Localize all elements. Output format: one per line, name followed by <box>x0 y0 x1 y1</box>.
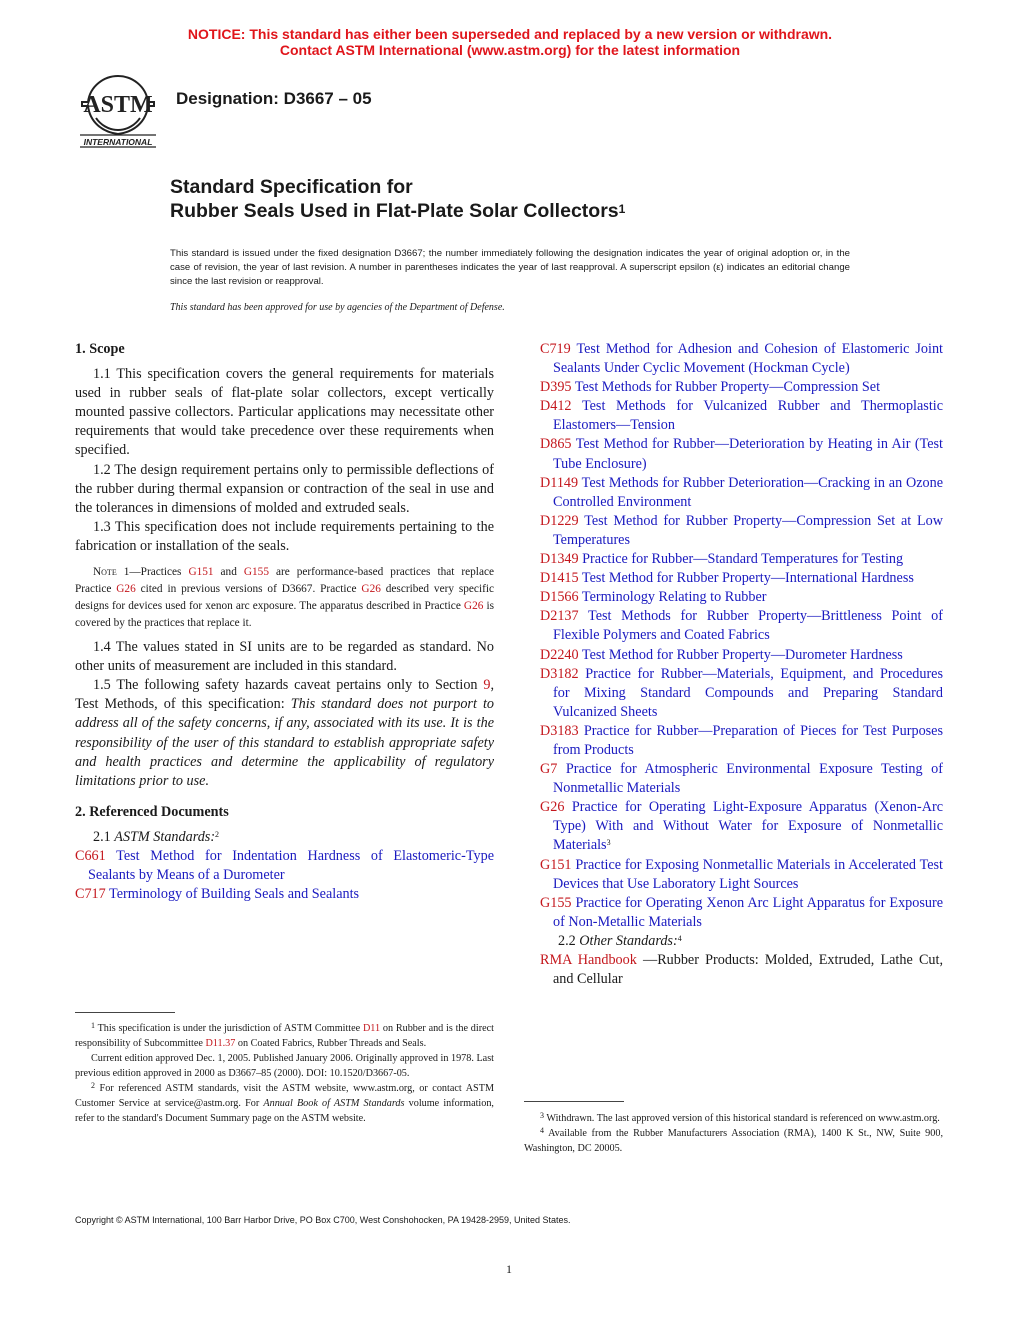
link-d11-37[interactable]: D11.37 <box>205 1038 236 1049</box>
copyright: Copyright © ASTM International, 100 Barr Harbor Drive, PO Box C700, West Conshohocken, PA 19428-2959, United States. <box>75 1215 571 1225</box>
ref-id[interactable]: D2137 <box>540 608 579 625</box>
logo-subtext: INTERNATIONAL <box>83 137 153 147</box>
fn-text: For referenced ASTM standards, visit the ASTM website, www.astm.org, or contact ASTM Customer Service at service@astm.org. For <box>75 1083 494 1109</box>
ref-title[interactable]: Practice for Operating Light-Exposure Apparatus (Xenon-Arc Type) With and Without Water for Exposure of Nonmetallic Materials <box>553 799 944 854</box>
sub-label: Other Standards: <box>579 932 678 949</box>
ref-item[interactable] <box>540 665 943 722</box>
link-g155[interactable]: G155 <box>243 566 269 579</box>
p15-text: , Test Methods, of this specification: <box>75 677 494 713</box>
ref-id[interactable]: D395 <box>540 379 572 396</box>
title-footnote-marker: 1 <box>618 202 626 216</box>
ref-item[interactable] <box>75 847 494 885</box>
scope-paragraph-1-2: 1.2 The design requirement pertains only to permissible deflections of the rubber during thermal expansion or contraction of the seal in use and the tolerances in dimensions of molded and extruded seals. <box>75 461 494 516</box>
ref-id[interactable]: D1229 <box>540 512 579 529</box>
ref-item[interactable] <box>540 646 943 665</box>
note-label: Note 1 <box>93 566 130 579</box>
fn-text: This specification is under the jurisdiction of ASTM Committee <box>95 1023 363 1034</box>
ref-id[interactable]: D1415 <box>540 570 579 587</box>
footnote-marker: 3 <box>606 838 611 848</box>
ref-id[interactable]: G7 <box>540 761 558 778</box>
ref-id[interactable]: D3182 <box>540 665 579 682</box>
ref-title[interactable]: Practice for Rubber—Materials, Equipment, and Procedures for Mixing Standard Compounds and Preparing Standard Vulcanized Sheets <box>553 665 943 720</box>
document-title <box>170 175 625 223</box>
title-line-2-text: Rubber Seals Used in Flat-Plate Solar Collectors <box>170 200 619 222</box>
sub-label: ASTM Standards: <box>114 828 216 845</box>
footnote-marker: 1 <box>91 1021 95 1030</box>
link-d11[interactable]: D11 <box>362 1023 381 1034</box>
scope-paragraph-1-3: 1.3 This specification does not include requirements pertaining to the fabrication or installation of the seals. <box>75 518 494 554</box>
other-standards-subheading <box>540 932 943 951</box>
ref-title[interactable]: Test Method for Rubber Property—Durometer Hardness <box>581 646 903 663</box>
scope-paragraph-1-5 <box>75 676 494 791</box>
rma-handbook-link[interactable]: RMA Handbook <box>540 952 637 968</box>
note-text: and <box>213 566 244 579</box>
ref-id[interactable]: D1349 <box>540 551 579 568</box>
ref-title[interactable]: Practice for Atmospheric Environmental Exposure Testing of Nonmetallic Materials <box>553 761 943 797</box>
p15-text: 1.5 The following safety hazards caveat pertains only to Section <box>93 677 484 694</box>
ref-item[interactable] <box>540 607 943 645</box>
link-g26[interactable]: G26 <box>463 600 484 613</box>
page-number: 1 <box>506 1262 512 1276</box>
intro-paragraph: This standard is issued under the fixed designation D3667; the number immediately following the designation indicates the year of original adoption or, in the case of revision, the year of last revision. A number in parentheses indicates the year of last reapproval. A superscript epsilon (ε) indicates an editorial change since the last revision or reapproval. <box>170 248 850 287</box>
designation: Designation: D3667 – 05 <box>176 89 372 108</box>
ref-title[interactable]: Test Method for Rubber Property—Compression Set at Low Temperatures <box>553 512 943 548</box>
right-footnotes <box>524 1111 943 1156</box>
logo-text: ASTM <box>83 92 153 118</box>
left-column <box>75 340 494 904</box>
ref-id[interactable]: D1149 <box>540 474 579 491</box>
safety-caveat: This standard does not purport to address all of the safety concerns, if any, associated with its use. It is the responsibility of the user of this standard to establish appropriate safety and health practices and determine the applicability of regulatory limitations prior to use. <box>75 696 494 789</box>
note-text: are performance-based practices that replace Practice <box>75 566 494 596</box>
ref-id[interactable]: D3183 <box>540 722 579 739</box>
ref-title[interactable]: Terminology Relating to Rubber <box>581 589 767 606</box>
fn-text: volume information, refer to the standard's Document Summary page on the ASTM website. <box>75 1098 494 1124</box>
note-text: described very specific designs for devices used for xenon arc exposure. The apparatus described in Practice <box>75 583 495 613</box>
left-footnotes <box>75 1021 494 1126</box>
ref-id[interactable]: C717 <box>75 886 106 903</box>
fn-text: on Rubber and is the direct responsibility of Subcommittee <box>75 1023 494 1049</box>
ref-title[interactable]: Practice for Exposing Nonmetallic Materials in Accelerated Test Devices that Use Laboratory Light Sources <box>553 856 944 892</box>
note-text: cited in previous versions of D3667. Practice <box>135 583 362 596</box>
ref-title[interactable]: Test Method for Indentation Hardness of Elastomeric-Type Sealants by Means of a Durometer <box>88 847 494 884</box>
notice-line-2: Contact ASTM International (www.astm.org) for the latest information <box>279 42 741 58</box>
note-1 <box>75 564 494 632</box>
footnote-marker: 2 <box>215 829 220 839</box>
footnote-divider <box>524 1101 624 1102</box>
ref-item[interactable] <box>540 569 943 588</box>
fn-text: on Coated Fabrics, Rubber Threads and Seals. <box>235 1038 427 1049</box>
section-heading-referenced-documents: 2. Referenced Documents <box>75 803 229 820</box>
footnote-divider <box>75 1012 175 1013</box>
ref-title[interactable]: Test Methods for Rubber Property—Compression Set <box>574 379 881 396</box>
link-g26[interactable]: G26 <box>116 583 136 596</box>
scope-paragraph-1-4: 1.4 The values stated in SI units are to be regarded as standard. No other units of measurement are included in this standard. <box>75 639 494 675</box>
ref-id[interactable]: D1566 <box>540 589 579 606</box>
ref-id[interactable]: D2240 <box>540 646 579 663</box>
link-g26[interactable]: G26 <box>361 583 381 596</box>
ref-item[interactable] <box>540 894 943 932</box>
ref-item[interactable] <box>540 474 943 512</box>
sub-number: 2.1 <box>93 828 115 845</box>
ref-id[interactable]: C661 <box>75 847 106 864</box>
ref-id[interactable]: D412 <box>540 398 572 415</box>
footnote-4 <box>524 1126 943 1156</box>
ref-item[interactable] <box>540 856 943 894</box>
rma-text: —Rubber Products: Molded, Extruded, Lathe Cut, and Cellular <box>553 952 943 988</box>
approval-statement: This standard has been approved for use by agencies of the Department of Defense. <box>170 302 505 313</box>
right-column <box>540 340 943 989</box>
section-heading-scope: 1. Scope <box>75 341 125 357</box>
footnote-1 <box>75 1021 494 1051</box>
ref-title[interactable]: Test Methods for Rubber Deterioration—Cracking in an Ozone Controlled Environment <box>553 474 943 510</box>
footnote-3 <box>524 1111 943 1126</box>
ref-id[interactable]: G26 <box>540 799 565 816</box>
ref-title[interactable]: Test Method for Adhesion and Cohesion of Elastomeric Joint Sealants Under Cyclic Movement (Hockman Cycle) <box>553 341 943 377</box>
ref-item[interactable] <box>540 340 943 378</box>
ref-id[interactable]: D865 <box>540 436 572 453</box>
note-text: —Practices <box>129 566 189 579</box>
ref-item[interactable] <box>75 885 494 904</box>
ref-item[interactable] <box>540 588 943 607</box>
ref-id[interactable]: G155 <box>540 894 572 911</box>
title-line-2 <box>170 199 625 223</box>
ref-title[interactable]: Test Method for Rubber—Deterioration by Heating in Air (Test Tube Enclosure) <box>553 436 944 472</box>
ref-item[interactable] <box>540 378 943 397</box>
scope-paragraph-1-1: 1.1 This specification covers the general requirements for materials used in rubber seals of flat-plate solar collectors, except vertically mounted passive collectors. Particular applications may necessitate other requirements that would take precedence over these requirements when specified. <box>75 366 494 459</box>
footnote-marker: 2 <box>91 1081 95 1090</box>
ref-title[interactable]: Test Methods for Rubber Property—Brittleness Point of Flexible Polymers and Coated Fabrics <box>553 608 943 644</box>
ref-id[interactable]: G151 <box>540 856 572 873</box>
ref-item[interactable] <box>540 798 943 855</box>
ref-id[interactable]: C719 <box>540 341 571 357</box>
ref-title[interactable]: Practice for Operating Xenon Arc Light Apparatus for Exposure of Non-Metallic Materials <box>553 894 943 930</box>
sub-number: 2.2 <box>558 932 580 949</box>
ref-item[interactable] <box>540 722 943 760</box>
footnote-marker: 3 <box>540 1111 544 1120</box>
fn-italic: Annual Book of ASTM Standards <box>263 1098 405 1109</box>
link-section-9[interactable]: 9 <box>483 677 491 694</box>
footnote-2 <box>75 1081 494 1126</box>
note-text: is covered by the practices that replace it. <box>75 600 495 630</box>
astm-standards-subheading <box>75 828 494 847</box>
title-line-1: Standard Specification for <box>170 176 413 198</box>
ref-item[interactable] <box>540 397 943 435</box>
footnote-marker: 4 <box>540 1126 544 1135</box>
notice-line-1: NOTICE: This standard has either been superseded and replaced by a new version or withdrawn. <box>187 26 833 42</box>
ref-item[interactable] <box>540 550 943 569</box>
ref-title[interactable]: Terminology of Building Seals and Sealants <box>109 886 360 903</box>
ref-item[interactable] <box>540 512 943 550</box>
ref-title[interactable]: Test Method for Rubber Property—International Hardness <box>581 570 914 587</box>
footnote-marker: 4 <box>677 933 682 943</box>
ref-title[interactable]: Practice for Rubber—Standard Temperatures for Testing <box>582 551 904 568</box>
rma-handbook-item <box>540 951 943 989</box>
footnote-1-edition: Current edition approved Dec. 1, 2005. Published January 2006. Originally approved in 1978. Last previous edition approved in 2000 as D3667–85 (2000). DOI: 10.1520/D3667-05. <box>75 1053 494 1079</box>
ref-title[interactable]: Test Methods for Vulcanized Rubber and Thermoplastic Elastomers—Tension <box>553 398 943 434</box>
fn-text: Available from the Rubber Manufacturers Association (RMA), 1400 K St., NW, Suite 900, Washington, DC 20005. <box>524 1128 943 1154</box>
link-g151[interactable]: G151 <box>188 566 214 579</box>
ref-item[interactable] <box>540 760 943 798</box>
ref-item[interactable] <box>540 435 943 473</box>
astm-logo <box>74 72 162 150</box>
ref-title[interactable]: Practice for Rubber—Preparation of Pieces for Test Purposes from Products <box>553 722 944 758</box>
fn-text: Withdrawn. The last approved version of this historical standard is referenced on www.astm.org. <box>544 1113 940 1124</box>
